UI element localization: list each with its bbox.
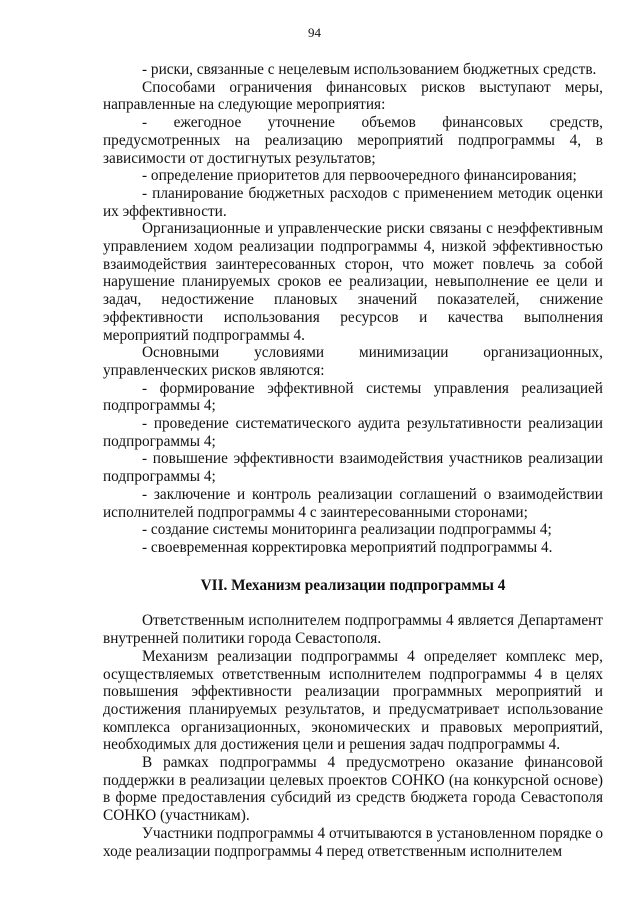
paragraph: - своевременная корректировка мероприятий подпрограммы 4. <box>142 538 553 556</box>
section-heading: VII. Механизм реализации подпрограммы 4 <box>200 576 506 594</box>
paragraph: - создание системы мониторинга реализации подпрограммы 4; <box>142 521 552 539</box>
page-number: 94 <box>308 25 321 40</box>
paragraph: - повышение эффективности взаимодействия участников реализации подпрограммы 4; <box>103 450 603 486</box>
paragraph: Способами ограничения финансовых рисков выступают меры, направленные на следующие мероприятия: <box>103 78 603 114</box>
paragraph: - определение приоритетов для первоочередного финансирования; <box>142 167 577 185</box>
paragraph: В рамках подпрограммы 4 предусмотрено оказание финансовой поддержки в реализации целевых проектов СОНКО (на конкурсной основе) в форме предоставления субсидий из средств бюджета города Севастополя СОНКО (участникам). <box>103 754 603 825</box>
paragraph: Ответственным исполнителем подпрограммы 4 является Департамент внутренней политики города Севастополя. <box>103 612 603 648</box>
paragraph: - формирование эффективной системы управления реализацией подпрограммы 4; <box>103 379 603 415</box>
paragraph: - ежегодное уточнение объемов финансовых средств, предусмотренных на реализацию мероприятий подпрограммы 4, в зависимости от достигнутых результатов; <box>103 114 603 167</box>
paragraph: Организационные и управленческие риски связаны с неэффективным управлением ходом реализации подпрограммы 4, низкой эффективностью взаимодействия заинтересованных сторон, что может повлечь за собой нарушение планируемых сроков ее реализации, невыполнение ее цели и задач, недостижение плановых значений показателей, снижение эффективности использования ресурсов и качества выполнения мероприятий подпрограммы 4. <box>103 220 603 344</box>
paragraph: Механизм реализации подпрограммы 4 определяет комплекс мер, осуществляемых ответственным исполнителем подпрограммы 4 в целях повышения эффективности реализации программных мероприятий и достижения планируемых результатов, и предусматривает использование комплекса организационных, экономических и правовых мероприятий, необходимых для достижения цели и решения задач подпрограммы 4. <box>103 647 603 754</box>
paragraph: Участники подпрограммы 4 отчитываются в установленном порядке о ходе реализации подпрограммы 4 перед ответственным исполнителем <box>103 824 603 860</box>
paragraph: - планирование бюджетных расходов с применением методик оценки их эффективности. <box>103 184 603 220</box>
paragraph: Основными условиями минимизации организационных, управленческих рисков являются: <box>103 344 603 379</box>
document-body <box>103 61 603 860</box>
paragraph: - риски, связанные с нецелевым использованием бюджетных средств. <box>142 61 597 78</box>
paragraph: - проведение систематического аудита результативности реализации подпрограммы 4; <box>103 415 603 450</box>
paragraph: - заключение и контроль реализации соглашений о взаимодействии исполнителей подпрограммы 4 с заинтересованными сторонами; <box>103 485 603 521</box>
